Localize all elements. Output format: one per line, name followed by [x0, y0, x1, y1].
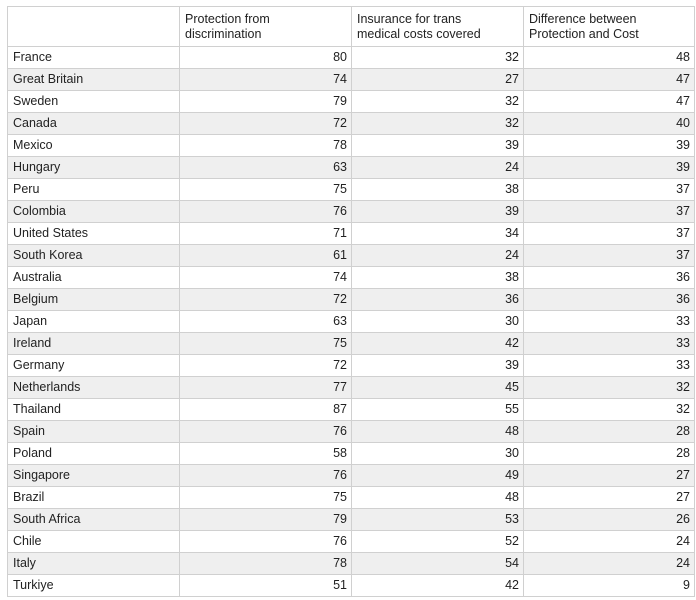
cell-difference: 28	[524, 421, 695, 443]
cell-insurance: 36	[352, 289, 524, 311]
table-row	[8, 333, 695, 355]
header-difference-line1: Difference between	[529, 12, 637, 26]
cell-protection: 72	[180, 289, 352, 311]
table-row	[8, 399, 695, 421]
table-row	[8, 245, 695, 267]
cell-protection: 75	[180, 179, 352, 201]
cell-difference: 36	[524, 289, 695, 311]
cell-country: Poland	[8, 443, 180, 465]
table-row	[8, 311, 695, 333]
cell-difference: 47	[524, 69, 695, 91]
cell-insurance: 32	[352, 47, 524, 69]
header-protection-line1: Protection from	[185, 12, 270, 26]
cell-protection: 72	[180, 113, 352, 135]
table-row	[8, 421, 695, 443]
cell-country: South Korea	[8, 245, 180, 267]
cell-country: Australia	[8, 267, 180, 289]
table-row	[8, 355, 695, 377]
cell-country: Netherlands	[8, 377, 180, 399]
cell-insurance: 32	[352, 113, 524, 135]
cell-protection: 75	[180, 333, 352, 355]
cell-difference: 27	[524, 487, 695, 509]
cell-difference: 37	[524, 245, 695, 267]
cell-difference: 32	[524, 399, 695, 421]
table-header	[8, 7, 695, 47]
cell-insurance: 45	[352, 377, 524, 399]
cell-protection: 71	[180, 223, 352, 245]
table-row	[8, 201, 695, 223]
header-protection	[180, 7, 352, 47]
cell-insurance: 42	[352, 333, 524, 355]
cell-country: Mexico	[8, 135, 180, 157]
header-insurance-line1: Insurance for trans	[357, 12, 462, 26]
cell-insurance: 53	[352, 509, 524, 531]
cell-insurance: 49	[352, 465, 524, 487]
table-row	[8, 289, 695, 311]
cell-country: Great Britain	[8, 69, 180, 91]
table-row	[8, 553, 695, 575]
table-row	[8, 443, 695, 465]
cell-country: Germany	[8, 355, 180, 377]
cell-protection: 76	[180, 531, 352, 553]
table-row	[8, 91, 695, 113]
data-table-container	[7, 6, 695, 597]
cell-insurance: 24	[352, 245, 524, 267]
table-row	[8, 69, 695, 91]
header-country	[8, 7, 180, 47]
cell-difference: 37	[524, 223, 695, 245]
cell-protection: 72	[180, 355, 352, 377]
table-row	[8, 47, 695, 69]
table-body	[8, 47, 695, 597]
table-row	[8, 135, 695, 157]
cell-country: Chile	[8, 531, 180, 553]
cell-difference: 36	[524, 267, 695, 289]
cell-insurance: 30	[352, 311, 524, 333]
cell-protection: 76	[180, 421, 352, 443]
cell-protection: 87	[180, 399, 352, 421]
header-difference-line2: Protection and Cost	[529, 27, 639, 41]
cell-difference: 39	[524, 135, 695, 157]
cell-protection: 61	[180, 245, 352, 267]
cell-insurance: 27	[352, 69, 524, 91]
cell-protection: 78	[180, 553, 352, 575]
cell-insurance: 39	[352, 135, 524, 157]
header-difference	[524, 7, 695, 47]
cell-country: United States	[8, 223, 180, 245]
cell-protection: 63	[180, 157, 352, 179]
cell-difference: 40	[524, 113, 695, 135]
cell-difference: 33	[524, 311, 695, 333]
cell-country: Canada	[8, 113, 180, 135]
cell-country: South Africa	[8, 509, 180, 531]
cell-country: Thailand	[8, 399, 180, 421]
cell-difference: 33	[524, 355, 695, 377]
cell-protection: 77	[180, 377, 352, 399]
cell-country: Italy	[8, 553, 180, 575]
header-insurance	[352, 7, 524, 47]
table-row	[8, 223, 695, 245]
table-row	[8, 113, 695, 135]
table-row	[8, 465, 695, 487]
cell-insurance: 52	[352, 531, 524, 553]
table-row	[8, 509, 695, 531]
header-protection-line2: discrimination	[185, 27, 262, 41]
cell-country: Colombia	[8, 201, 180, 223]
cell-insurance: 54	[352, 553, 524, 575]
cell-difference: 28	[524, 443, 695, 465]
table-row	[8, 531, 695, 553]
cell-protection: 74	[180, 267, 352, 289]
cell-protection: 74	[180, 69, 352, 91]
cell-insurance: 39	[352, 355, 524, 377]
cell-difference: 24	[524, 553, 695, 575]
cell-difference: 37	[524, 201, 695, 223]
header-insurance-line2: medical costs covered	[357, 27, 481, 41]
cell-protection: 78	[180, 135, 352, 157]
cell-protection: 76	[180, 465, 352, 487]
cell-difference: 9	[524, 575, 695, 597]
cell-country: Brazil	[8, 487, 180, 509]
cell-insurance: 48	[352, 421, 524, 443]
cell-difference: 32	[524, 377, 695, 399]
cell-difference: 47	[524, 91, 695, 113]
cell-insurance: 38	[352, 267, 524, 289]
cell-protection: 75	[180, 487, 352, 509]
cell-insurance: 30	[352, 443, 524, 465]
cell-country: Spain	[8, 421, 180, 443]
cell-country: Sweden	[8, 91, 180, 113]
cell-insurance: 55	[352, 399, 524, 421]
table-row	[8, 377, 695, 399]
cell-country: Hungary	[8, 157, 180, 179]
cell-protection: 79	[180, 91, 352, 113]
table-row	[8, 575, 695, 597]
cell-protection: 63	[180, 311, 352, 333]
table-row	[8, 267, 695, 289]
cell-difference: 37	[524, 179, 695, 201]
cell-insurance: 24	[352, 157, 524, 179]
cell-country: Peru	[8, 179, 180, 201]
table-row	[8, 157, 695, 179]
table-row	[8, 179, 695, 201]
cell-insurance: 34	[352, 223, 524, 245]
cell-protection: 58	[180, 443, 352, 465]
cell-difference: 24	[524, 531, 695, 553]
cell-protection: 51	[180, 575, 352, 597]
cell-difference: 33	[524, 333, 695, 355]
cell-insurance: 38	[352, 179, 524, 201]
cell-country: Singapore	[8, 465, 180, 487]
cell-insurance: 39	[352, 201, 524, 223]
cell-country: Belgium	[8, 289, 180, 311]
header-row	[8, 7, 695, 47]
cell-difference: 26	[524, 509, 695, 531]
table-row	[8, 487, 695, 509]
cell-country: France	[8, 47, 180, 69]
cell-insurance: 42	[352, 575, 524, 597]
cell-country: Japan	[8, 311, 180, 333]
cell-protection: 79	[180, 509, 352, 531]
data-table	[7, 6, 695, 597]
cell-country: Turkiye	[8, 575, 180, 597]
cell-difference: 39	[524, 157, 695, 179]
cell-country: Ireland	[8, 333, 180, 355]
cell-difference: 48	[524, 47, 695, 69]
cell-protection: 80	[180, 47, 352, 69]
cell-insurance: 48	[352, 487, 524, 509]
cell-insurance: 32	[352, 91, 524, 113]
cell-protection: 76	[180, 201, 352, 223]
cell-difference: 27	[524, 465, 695, 487]
